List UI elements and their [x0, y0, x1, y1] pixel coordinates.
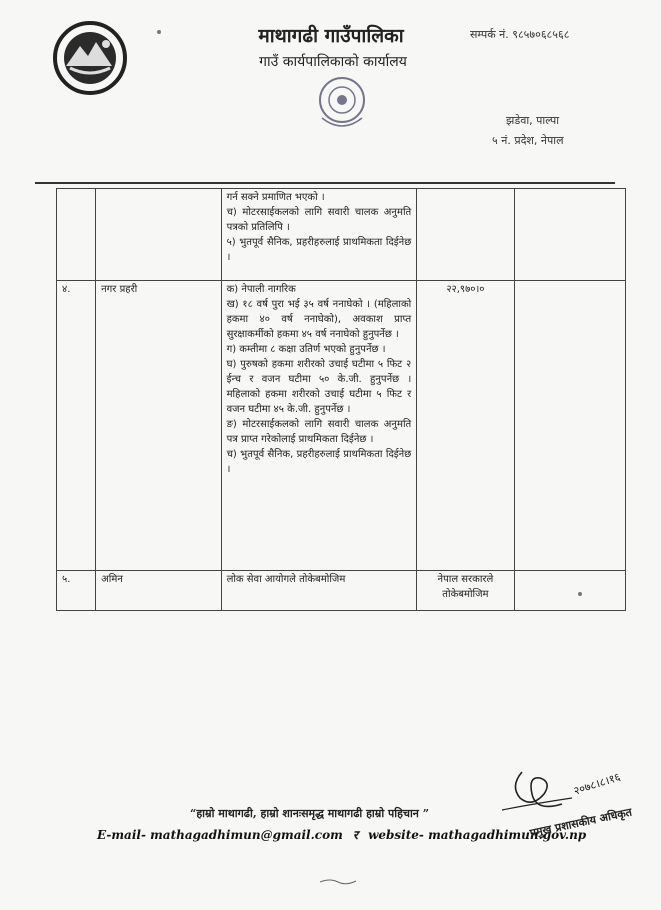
signature-mark [492, 764, 582, 824]
contact-number: सम्पर्क नं. ९८५७०६८५६८ [470, 28, 570, 41]
qualification-item: ख) १८ वर्ष पुरा भई ३५ वर्ष ननाघेको । (महिलाको हकमा ४० वर्ष ननाघेको), अवकाश प्राप्त सुरक्षाकर्मीको हकमा ४५ वर्ष ननाघेको हुनुपर्नेछ । [226, 299, 412, 340]
qualification-item: लोक सेवा आयोगले तोकेबमोजिम [226, 574, 346, 585]
municipality-logo [50, 20, 130, 96]
paper-speck [578, 592, 582, 596]
serial-cell: ५. [57, 571, 96, 611]
footer-email: E-mail- mathagadhimun@gmail.com [97, 828, 343, 842]
paper-scribble [318, 876, 358, 886]
salary-cell: २२,९७०।० [417, 281, 514, 571]
footer-contact [97, 826, 586, 843]
qualification-item: घ) पुरुषको हकमा शरीरको उचाई घटीमा ५ फिट २ ईन्च र वजन घटीमा ५० के.जी. हुनुपर्नेछ । महिलाको हकमा शरीरको उचाई घटीमा ५ फिट र वजन घटीमा ४५ के.जी. हुनुपर्नेछ । [226, 359, 412, 415]
salary-cell: नेपाल सरकारले तोकेबमोजिम [417, 571, 514, 611]
serial-cell [57, 189, 96, 281]
footer-website: website- mathagadhimun.gov.np [368, 828, 587, 842]
posts-table [56, 188, 626, 611]
post-cell: अमिन [96, 571, 221, 611]
table-row [57, 189, 626, 281]
qualification-cell [221, 571, 417, 611]
table-row [57, 571, 626, 611]
qualification-cell [221, 189, 417, 281]
address-line-2: ५ नं. प्रदेश, नेपाल [492, 134, 564, 147]
paper-speck [157, 30, 161, 34]
qualification-item: गर्न सक्ने प्रमाणित भएको । [226, 192, 325, 203]
remarks-cell [514, 281, 625, 571]
qualification-item: च) मोटरसाईकलको लागि सवारी चालक अनुमति पत्रको प्रतिलिपि । [226, 207, 412, 233]
qualification-item: ङ) मोटरसाईकलको लागि सवारी चालक अनुमति पत्र प्राप्त गरेकोलाई प्राथमिकता दिईनेछ । [226, 419, 412, 445]
signature-title: प्रमुख प्रशासकीय अधिकृत [528, 805, 634, 840]
qualification-item: च) भुतपूर्व सैनिक, प्रहरीहरुलाई प्राथमिकता दिईनेछ । [226, 449, 412, 475]
post-cell: नगर प्रहरी [96, 281, 221, 571]
footer-separator: र [352, 828, 358, 842]
salary-cell [417, 189, 514, 281]
serial-cell: ४. [57, 281, 96, 571]
footer-slogan: “हाम्रो माथागढी, हाम्रो शानःसमृद्ध माथागढी हाम्रो पहिचान ” [190, 807, 430, 820]
header-divider [35, 182, 615, 184]
qualification-item: क) नेपाली नागरिक [226, 284, 296, 295]
table-row [57, 281, 626, 571]
signature-date: २०७८।८।१६ [571, 770, 623, 798]
remarks-cell [514, 571, 625, 611]
qualification-item: ५) भुतपूर्व सैनिक, प्रहरीहरुलाई प्राथमिकता दिईनेछ । [226, 237, 412, 263]
office-name: गाउँ कार्यपालिकाको कार्यालय [259, 54, 407, 70]
remarks-cell [514, 189, 625, 281]
qualification-item: ग) कम्तीमा ८ कक्षा उतिर्ण भएको हुनुपर्नेछ । [226, 344, 386, 355]
office-stamp [300, 68, 380, 138]
org-name: माथागढी गाउँपालिका [258, 25, 404, 47]
post-cell [96, 189, 221, 281]
address-line-1: झडेवा, पाल्पा [506, 114, 560, 127]
qualification-cell [221, 281, 417, 571]
